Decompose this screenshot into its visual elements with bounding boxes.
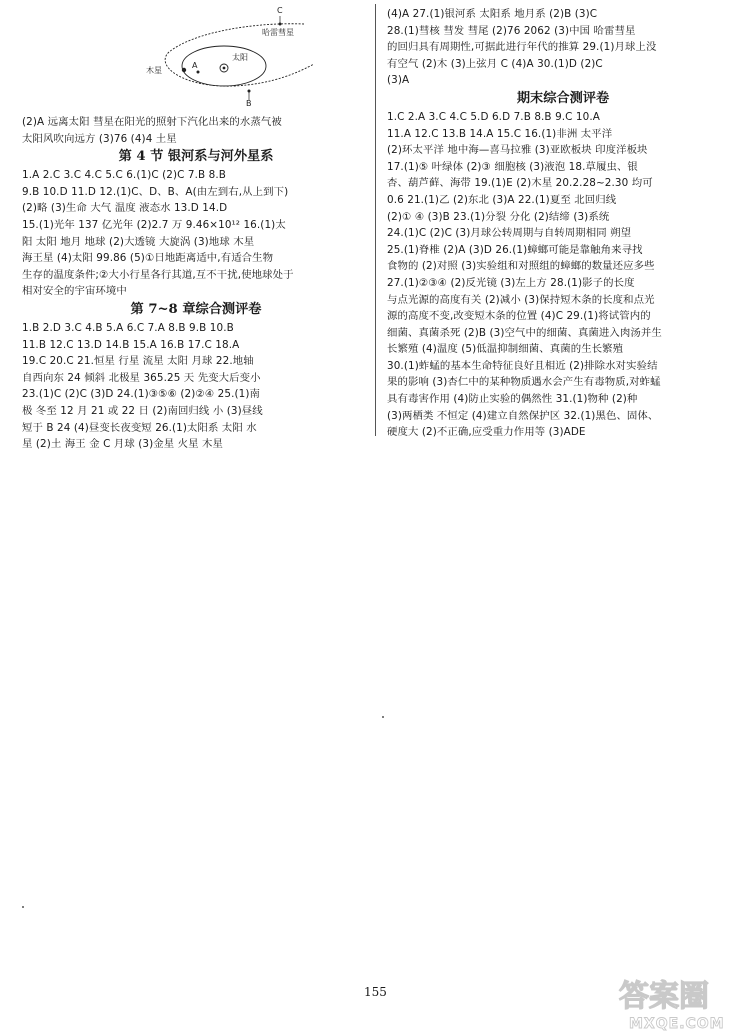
answer-line: 11.A 12.C 13.B 14.A 15.C 16.(1)非洲 太平洋 — [387, 127, 613, 140]
answer-line: 28.(1)彗核 彗发 彗尾 (2)76 2062 (3)中国 哈雷彗星 — [387, 24, 636, 37]
answer-line: 9.B 10.D 11.D 12.(1)C、D、B、A(由左到右,从上到下) — [22, 185, 289, 198]
answer-line: 30.(1)蚱蜢的基本生命特征良好且相近 (2)排除水对实验结 — [387, 359, 658, 372]
answer-line: 的回归具有周期性,可据此进行年代的推算 29.(1)月球上没 — [387, 41, 657, 54]
watermark-text: 答案圈 — [619, 979, 709, 1014]
page-number: 155 — [364, 985, 387, 999]
scan-speck — [22, 906, 24, 908]
diagram-label-c: C — [277, 6, 283, 15]
answer-line: (3)A — [387, 74, 410, 87]
answer-line: (3)两栖类 不恒定 (4)建立自然保护区 32.(1)黑色、固体、 — [387, 409, 659, 422]
answer-line: 25.(1)脊椎 (2)A (3)D 26.(1)蟑螂可能是靠触角来寻找 — [387, 243, 643, 256]
column-divider — [375, 4, 376, 436]
answer-line: 太阳风吹向远方 (3)76 (4)4 土星 — [22, 132, 177, 145]
answer-line: 短于 B 24 (4)昼变长夜变短 26.(1)太阳系 太阳 水 — [22, 421, 257, 434]
answer-line: 11.B 12.C 13.D 14.B 15.A 16.B 17.C 18.A — [22, 338, 240, 351]
answer-line: 阳 太阳 地月 地球 (2)大透镜 大旋涡 (3)地球 木星 — [22, 235, 255, 248]
section-7-8-title: 第 7~8 章综合测评卷 — [130, 301, 262, 317]
diagram-label-sun: 太阳 — [232, 53, 248, 62]
answer-line: (2)环太平洋 地中海—喜马拉雅 (3)亚欧板块 印度洋板块 — [387, 144, 648, 157]
diagram-label-comet: 哈雷彗星 — [262, 28, 294, 37]
answer-line: 23.(1)C (2)C (3)D 24.(1)③⑤⑥ (2)②④ 25.(1)南 — [22, 388, 260, 401]
answer-line: 0.6 21.(1)乙 (2)东北 (3)A 22.(1)夏至 北回归线 — [387, 193, 617, 206]
answer-line: 源的高度不变,改变短木条的位置 (4)C 29.(1)将试管内的 — [387, 310, 651, 323]
answer-line: 19.C 20.C 21.恒星 行星 流星 太阳 月球 22.地轴 — [22, 355, 254, 368]
answer-line: 1.A 2.C 3.C 4.C 5.C 6.(1)C (2)C 7.B 8.B — [22, 169, 226, 182]
answer-line: 24.(1)C (2)C (3)月球公转周期与自转周期相同 朔望 — [387, 227, 632, 240]
answer-line: 极 冬至 12 月 21 或 22 日 (2)南回归线 小 (3)昼线 — [22, 404, 263, 417]
answer-line: 相对安全的宇宙环境中 — [22, 285, 127, 298]
answer-line: 细菌、真菌杀死 (2)B (3)空气中的细菌、真菌进入肉汤并生 — [387, 326, 662, 339]
planet-dot — [182, 68, 186, 72]
left-block-1 — [22, 114, 370, 453]
answer-line: 1.B 2.D 3.C 4.B 5.A 6.C 7.A 8.B 9.B 10.B — [22, 321, 234, 334]
section-4-title: 第 4 节 银河系与河外星系 — [118, 149, 274, 165]
watermark-logo — [615, 972, 745, 1032]
answer-line: (4)A 27.(1)银河系 太阳系 地月系 (2)B (3)C — [387, 8, 598, 20]
answer-line: (2)A 远离太阳 彗星在阳光的照射下汽化出来的水蒸气被 — [22, 116, 282, 128]
answer-line: 生存的温度条件;②大小行星各行其道,互不干扰,使地球处于 — [22, 268, 294, 281]
final-exam-title: 期末综合测评卷 — [516, 90, 610, 106]
comet-orbit-diagram — [114, 2, 324, 106]
answer-line: 1.C 2.A 3.C 4.C 5.D 6.D 7.B 8.B 9.C 10.A — [387, 110, 600, 123]
answer-line: 硬度大 (2)不正确,应受重力作用等 (3)ADE — [387, 426, 586, 439]
scan-speck — [382, 716, 384, 718]
answer-line: 食物的 (2)对照 (3)实验组和对照组的蟑螂的数量还应多些 — [387, 260, 655, 273]
answer-line: 自西向东 24 倾斜 北极星 365.25 天 先变大后变小 — [22, 371, 261, 384]
answer-line: 有空气 (2)木 (3)上弦月 C (4)A 30.(1)D (2)C — [387, 57, 603, 70]
diagram-label-a: A — [192, 61, 198, 70]
diagram-label-b: B — [246, 99, 252, 106]
answer-line: 长繁殖 (4)温度 (5)低温抑制细菌、真菌的生长繁殖 — [387, 343, 624, 356]
answer-line: 具有毒害作用 (4)防止实验的偶然性 31.(1)物种 (2)种 — [387, 393, 638, 406]
answer-line: 杏、葫芦藓、海带 19.(1)E (2)木星 20.2.28~2.30 均可 — [387, 177, 653, 190]
answer-line: 星 (2)土 海王 金 C 月球 (3)金星 火星 木星 — [22, 438, 223, 451]
answer-line: 与点光源的高度有关 (2)减小 (3)保持短木条的长度和点光 — [387, 293, 655, 306]
answer-line: 果的影响 (3)杏仁中的某种物质遇水会产生有毒物质,对蚱蜢 — [387, 376, 661, 389]
answer-line: 15.(1)光年 137 亿光年 (2)2.7 万 9.46×10¹² 16.(1)太 — [22, 218, 286, 231]
watermark-url: MXQE.COM — [629, 1016, 725, 1032]
answer-line: (2)① ④ (3)B 23.(1)分裂 分化 (2)结缔 (3)系统 — [387, 210, 610, 223]
answer-line: 海王星 (4)太阳 99.86 (5)①日地距离适中,有适合生物 — [22, 252, 274, 265]
answer-line: 27.(1)②③④ (2)反光镜 (3)左上方 28.(1)影子的长度 — [387, 276, 635, 289]
answer-line: (2)略 (3)生命 大气 温度 液态水 13.D 14.D — [22, 202, 228, 215]
diagram-label-planet: 木星 — [146, 66, 162, 75]
answer-line: 17.(1)⑤ 叶绿体 (2)③ 细胞核 (3)液泡 18.草履虫、银 — [387, 160, 638, 173]
right-block — [387, 6, 739, 441]
